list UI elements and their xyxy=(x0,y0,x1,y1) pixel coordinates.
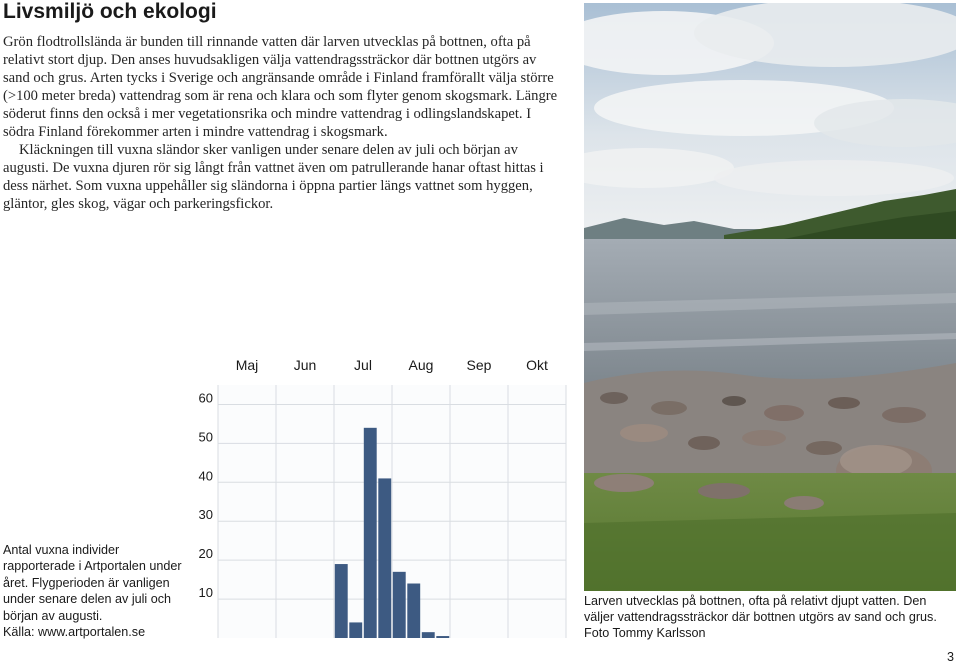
chart-y-tick-label: 10 xyxy=(198,585,213,601)
chart-y-tick-label: 20 xyxy=(198,546,213,562)
paragraph-habitat: Grön flodtrollslända är bunden till rinnande vatten där larven utvecklas på bottnen, ofta på relativt stort djup. Den anses huvudsakligen välja vattendragssträckor där bottnen utgörs av sand och grus. Arten tycks i Sverige och angränsande område i Finland framförallt välja större (>100 meter breda) vattendrag som är rena och klara och som flyter genom skogsmark. Längre söderut finns den också i mer vegetationsrika och mindre vattendrag i odlingslandskapet. I södra Finland förekommer arten i mindre vattendrag i skogsmark. xyxy=(3,34,558,140)
chart-bar xyxy=(364,428,377,638)
chart-month-label: Jul xyxy=(354,357,372,373)
chart-bar xyxy=(407,584,420,638)
photo-caption: Larven utvecklas på bottnen, ofta på relativt djupt vatten. Den väljer vattendragssträckor där bottnen utgörs av sand och grus. Foto Tommy Karlsson xyxy=(584,594,937,640)
body-text xyxy=(3,33,565,213)
chart-bar xyxy=(335,564,348,638)
chart-bar xyxy=(422,632,435,638)
chart-month-label: Sep xyxy=(466,357,492,373)
flight-period-chart xyxy=(190,352,570,642)
river-photo-illustration xyxy=(584,3,956,591)
flight-period-chart-svg xyxy=(190,352,570,642)
paragraph-flight-period: Kläckningen till vuxna sländor sker vanligen under senare delen av juli och början av augusti. De vuxna djuren rör sig långt från vattnet även om patrullerande hanar oftast hittas i dess närhet. Som vuxna uppehåller sig sländorna i öppna partier längs vattnet som hyggen, gläntor, gles skog, vägar och parkeringsfickor. xyxy=(3,142,544,212)
chart-month-label: Okt xyxy=(526,357,548,373)
page-title: Livsmiljö och ekologi xyxy=(3,0,217,23)
chart-month-label: Aug xyxy=(408,357,434,373)
river-photo xyxy=(584,3,956,591)
chart-y-tick-label: 60 xyxy=(198,390,213,406)
chart-y-tick-label: 50 xyxy=(198,429,213,445)
chart-caption-text: Antal vuxna individer rapporterade i Artportalen under året. Flygperioden är vanligen under senare delen av juli och början av augusti. Källa: www.artportalen.se xyxy=(3,543,182,640)
chart-caption xyxy=(3,542,185,640)
chart-month-label: Maj xyxy=(235,357,259,373)
chart-y-tick-label: 30 xyxy=(198,507,213,523)
chart-bar xyxy=(378,478,391,638)
chart-bar xyxy=(436,636,449,638)
chart-bar xyxy=(349,622,362,638)
chart-y-tick-label: 40 xyxy=(198,468,213,484)
chart-month-label: Jun xyxy=(293,357,317,373)
page-number: 3 xyxy=(946,650,954,664)
chart-bar xyxy=(393,572,406,638)
